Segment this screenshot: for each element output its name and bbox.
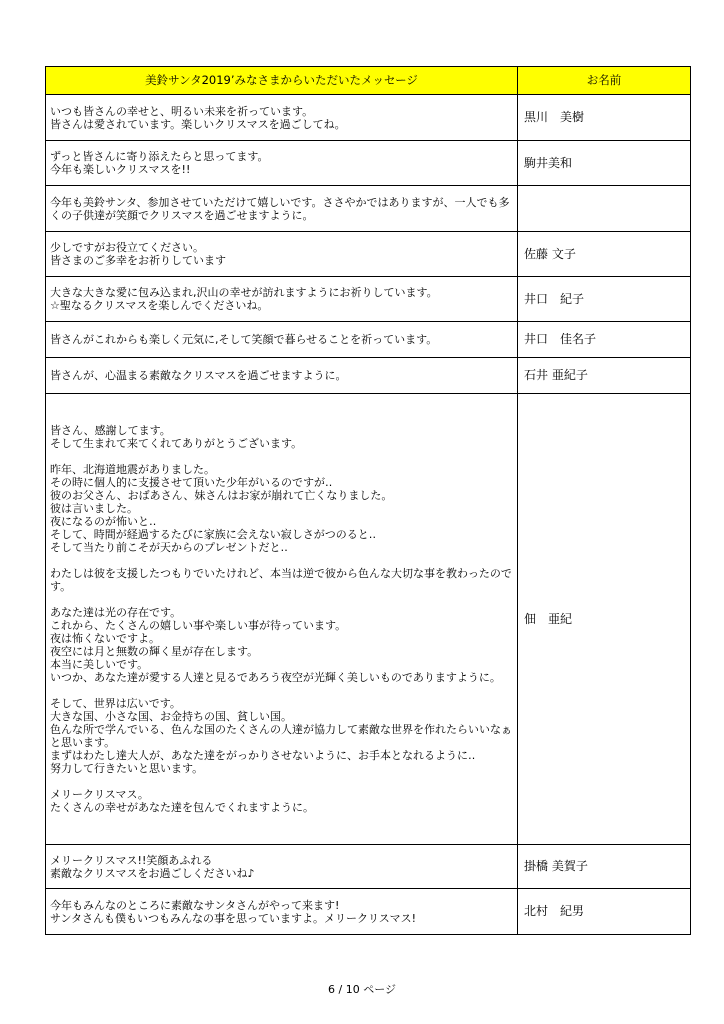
table-row xyxy=(46,322,691,358)
name-cell: 石井 亜紀子 xyxy=(518,358,691,394)
name-cell: 駒井美和 xyxy=(518,141,691,186)
table-row xyxy=(46,845,691,889)
message-cell: 皆さん、感謝してます。 そして生まれて来てくれてありがとうございます。 昨年、北海道地震がありました。 その時に個人的に支援させて頂いた少年がいるのですが‥ 彼のお父さん、おばあさん、妹さんはお家が崩れて亡くなりました。 彼は言いました。 夜になるのが怖いと‥ そして、時間が経過するたびに家族に会えない寂しさがつのると‥ そして当たり前こそが天からのプレゼントだと‥ わたしは彼を支援したつもりでいたけれど、本当は逆で彼から色んな大切な事を教わったのです。 あなた達は光の存在です。 これから、たくさんの嬉しい事や楽しい事が待っています。 夜は怖くないですよ。 夜空には月と無数の輝く星が存在します。 本当に美しいです。 いつか、あなた達が愛する人達と見るであろう夜空が光輝く美しいものでありますように。 そして、世界は広いです。 大きな国、小さな国、お金持ちの国、貧しい国。 色んな所で学んでいる、色んな国のたくさんの人達が協力して素敵な世界を作れたらいいなぁと思います。 まずはわたし達大人が、あなた達をがっかりさせないように、お手本となれるように‥ 努力して行きたいと思います。 メリークリスマス。 たくさんの幸せがあなた達を包んでくれますように。 xyxy=(46,394,518,845)
table-row xyxy=(46,141,691,186)
table-row xyxy=(46,186,691,232)
name-cell: 北村 紀男 xyxy=(518,889,691,935)
table-header-row xyxy=(46,67,691,95)
message-cell: いつも皆さんの幸せと、明るい未来を祈っています。 皆さんは愛されています。楽しいクリスマスを過ごしてね。 xyxy=(46,95,518,141)
message-cell: 今年もみんなのところに素敵なサンタさんがやって来ます! サンタさんも僕もいつもみんなの事を思っていますよ。メリークリスマス! xyxy=(46,889,518,935)
table-row xyxy=(46,358,691,394)
name-cell: 井口 紀子 xyxy=(518,277,691,322)
name-cell: 掛橋 美賀子 xyxy=(518,845,691,889)
table-row xyxy=(46,95,691,141)
table-row xyxy=(46,889,691,935)
name-cell: 佐藤 文子 xyxy=(518,232,691,277)
message-cell: メリークリスマス!!笑顔あふれる 素敵なクリスマスをお過ごしくださいね♪ xyxy=(46,845,518,889)
message-cell: 皆さんが、心温まる素敵なクリスマスを過ごせますように。 xyxy=(46,358,518,394)
name-cell xyxy=(518,186,691,232)
name-cell: 黒川 美樹 xyxy=(518,95,691,141)
page-number: 6 / 10 ページ xyxy=(328,983,396,996)
name-cell: 佃 亜紀 xyxy=(518,394,691,845)
header-name: お名前 xyxy=(518,67,691,95)
message-cell: 大きな大きな愛に包み込まれ,沢山の幸せが訪れますようにお祈りしています。 ☆聖なるクリスマスを楽しんでくださいね。 xyxy=(46,277,518,322)
table-row xyxy=(46,277,691,322)
message-cell: ずっと皆さんに寄り添えたらと思ってます。 今年も楽しいクリスマスを!! xyxy=(46,141,518,186)
name-cell: 井口 佳名子 xyxy=(518,322,691,358)
message-cell: 皆さんがこれからも楽しく元気に,そして笑顔で暮らせることを祈っています。 xyxy=(46,322,518,358)
message-cell: 今年も美鈴サンタ、参加させていただけて嬉しいです。ささやかではありますが、一人でも多くの子供達が笑顔でクリスマスを過ごせますように。 xyxy=(46,186,518,232)
table-row xyxy=(46,232,691,277)
header-message: 美鈴サンタ2019’みなさまからいただいたメッセージ xyxy=(46,67,518,95)
message-cell: 少しですがお役立てください。 皆さまのご多幸をお祈りしています xyxy=(46,232,518,277)
table-row xyxy=(46,394,691,845)
message-table xyxy=(45,66,691,935)
